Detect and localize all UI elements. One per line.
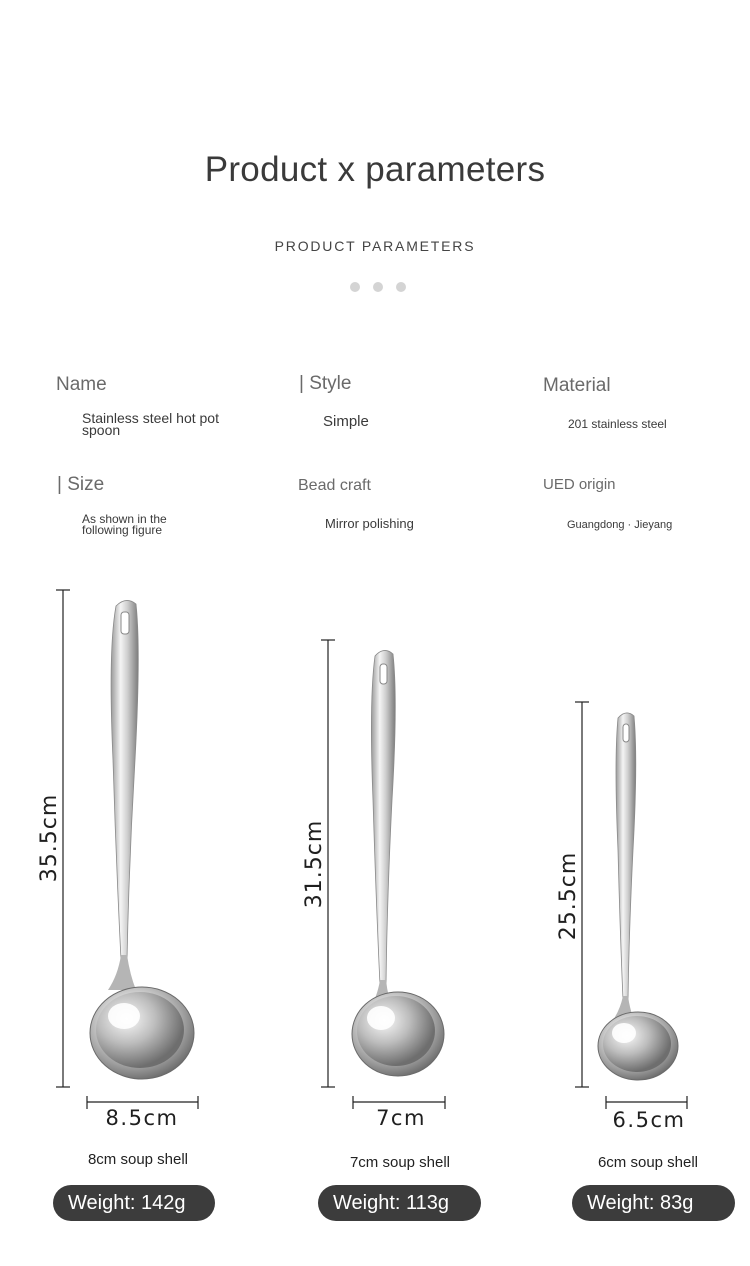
ladle-3-width-label: 6.5cm bbox=[612, 1108, 686, 1132]
param-material-label: Material bbox=[543, 375, 611, 396]
param-bead-craft-value: Mirror polishing bbox=[325, 516, 414, 531]
param-style-value: Simple bbox=[323, 413, 369, 430]
product-1-weight: Weight: 142g bbox=[53, 1185, 215, 1221]
page-title: Product x parameters bbox=[204, 150, 546, 189]
param-name-value: Stainless steel hot pot spoon bbox=[82, 410, 219, 438]
product-1-name: 8cm soup shell bbox=[87, 1151, 189, 1168]
param-name-label: Name bbox=[56, 374, 107, 395]
param-style-label: | Style bbox=[299, 373, 352, 394]
ladle-1-length-label: 35.5cm bbox=[37, 793, 62, 883]
ladle-1-width-label: 8.5cm bbox=[105, 1106, 179, 1130]
param-bead-craft-label: Bead craft bbox=[298, 477, 371, 494]
product-2-weight: Weight: 113g bbox=[318, 1185, 481, 1221]
product-3-weight: Weight: 83g bbox=[572, 1185, 735, 1221]
param-material-value: 201 stainless steel bbox=[568, 417, 667, 431]
ladle-2-width-label: 7cm bbox=[376, 1106, 426, 1130]
ladle-2-image bbox=[352, 650, 444, 1076]
param-origin-label: UED origin bbox=[543, 476, 616, 493]
param-size-label: | Size bbox=[57, 474, 105, 495]
ladle-1-image bbox=[90, 600, 194, 1079]
param-origin-value: Guangdong · Jieyang bbox=[567, 519, 673, 531]
param-size-value: As shown in the following figure bbox=[82, 512, 167, 537]
product-2-name: 7cm soup shell bbox=[349, 1154, 451, 1171]
ladle-3-length-label: 25.5cm bbox=[556, 851, 581, 941]
product-3-name: 6cm soup shell bbox=[597, 1154, 699, 1171]
ladle-2-length-label: 31.5cm bbox=[302, 819, 327, 909]
page-subtitle: PRODUCT PARAMETERS bbox=[274, 238, 476, 254]
ladle-3-image bbox=[598, 713, 678, 1080]
